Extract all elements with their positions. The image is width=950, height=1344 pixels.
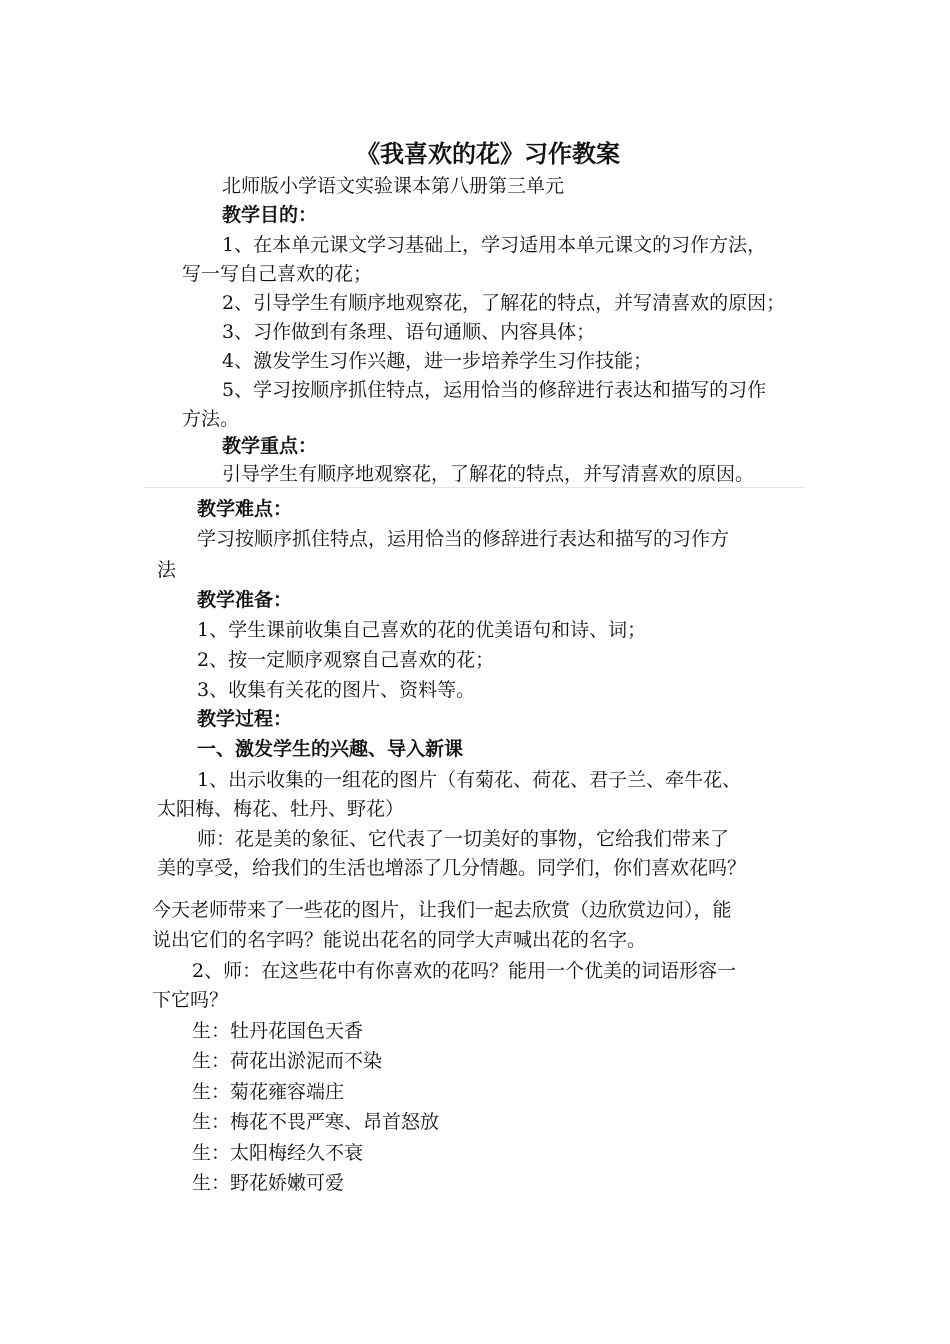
page-divider <box>145 487 805 488</box>
student-answer: 生：太阳梅经久不衰 <box>192 1142 364 1164</box>
process-line: 美的享受，给我们的生活也增添了几分情趣。同学们，你们喜欢花吗？ <box>157 857 747 879</box>
goal-line: 1、在本单元课文学习基础上，学习适用本单元课文的习作方法， <box>222 234 767 256</box>
student-answer: 生：荷花出淤泥而不染 <box>192 1050 383 1072</box>
goal-line: 3、习作做到有条理、语句通顺、内容具体； <box>222 321 596 343</box>
process-section-heading: 一、激发学生的兴趣、导入新课 <box>197 738 464 760</box>
prep-item: 1、学生课前收集自己喜欢的花的优美语句和诗、词； <box>197 619 647 641</box>
process-line: 师：花是美的象征、它代表了一切美好的事物，它给我们带来了 <box>197 828 730 850</box>
goal-line: 写一写自己喜欢的花； <box>182 263 373 285</box>
difficulty-text-cont: 法 <box>157 559 177 581</box>
process-line: 2、师：在这些花中有你喜欢的花吗？能用一个优美的词语形容一 <box>192 960 737 982</box>
prep-item: 3、收集有关花的图片、资料等。 <box>197 679 476 701</box>
process-heading: 教学过程： <box>197 708 293 730</box>
prep-item: 2、按一定顺序观察自己喜欢的花； <box>197 649 495 671</box>
prep-heading: 教学准备： <box>197 589 293 611</box>
goal-line: 方法。 <box>182 408 240 430</box>
process-line: 说出它们的名字吗？能说出花名的同学大声喊出花的名字。 <box>152 929 647 951</box>
student-answer: 生：牡丹花国色天香 <box>192 1020 364 1042</box>
student-answer: 生：梅花不畏严寒、昂首怒放 <box>192 1111 440 1133</box>
document-subtitle: 北师版小学语文实验课本第八册第三单元 <box>222 175 565 197</box>
goal-line: 2、引导学生有顺序地观察花，了解花的特点，并写清喜欢的原因； <box>222 292 786 314</box>
student-answer: 生：菊花雍容端庄 <box>192 1081 345 1103</box>
keypoint-heading: 教学重点： <box>222 435 318 457</box>
student-answer: 生：野花娇嫩可爱 <box>192 1172 345 1194</box>
goal-line: 5、学习按顺序抓住特点，运用恰当的修辞进行表达和描写的习作 <box>222 379 767 401</box>
difficulty-heading: 教学难点： <box>197 498 293 520</box>
document-title: 《我喜欢的花》习作教案 <box>356 139 620 168</box>
process-line: 1、出示收集的一组花的图片（有菊花、荷花、君子兰、牵牛花、 <box>197 769 742 791</box>
process-line: 太阳梅、梅花、牡丹、野花） <box>157 798 405 820</box>
difficulty-text: 学习按顺序抓住特点，运用恰当的修辞进行表达和描写的习作方 <box>197 528 730 550</box>
keypoint-text: 引导学生有顺序地观察花，了解花的特点，并写清喜欢的原因。 <box>222 463 755 485</box>
process-line: 今天老师带来了一些花的图片，让我们一起去欣赏（边欣赏边问），能 <box>152 899 732 921</box>
goals-heading: 教学目的： <box>222 204 318 226</box>
process-line: 下它吗？ <box>152 989 229 1011</box>
goal-line: 4、激发学生习作兴趣，进一步培养学生习作技能； <box>222 350 653 372</box>
